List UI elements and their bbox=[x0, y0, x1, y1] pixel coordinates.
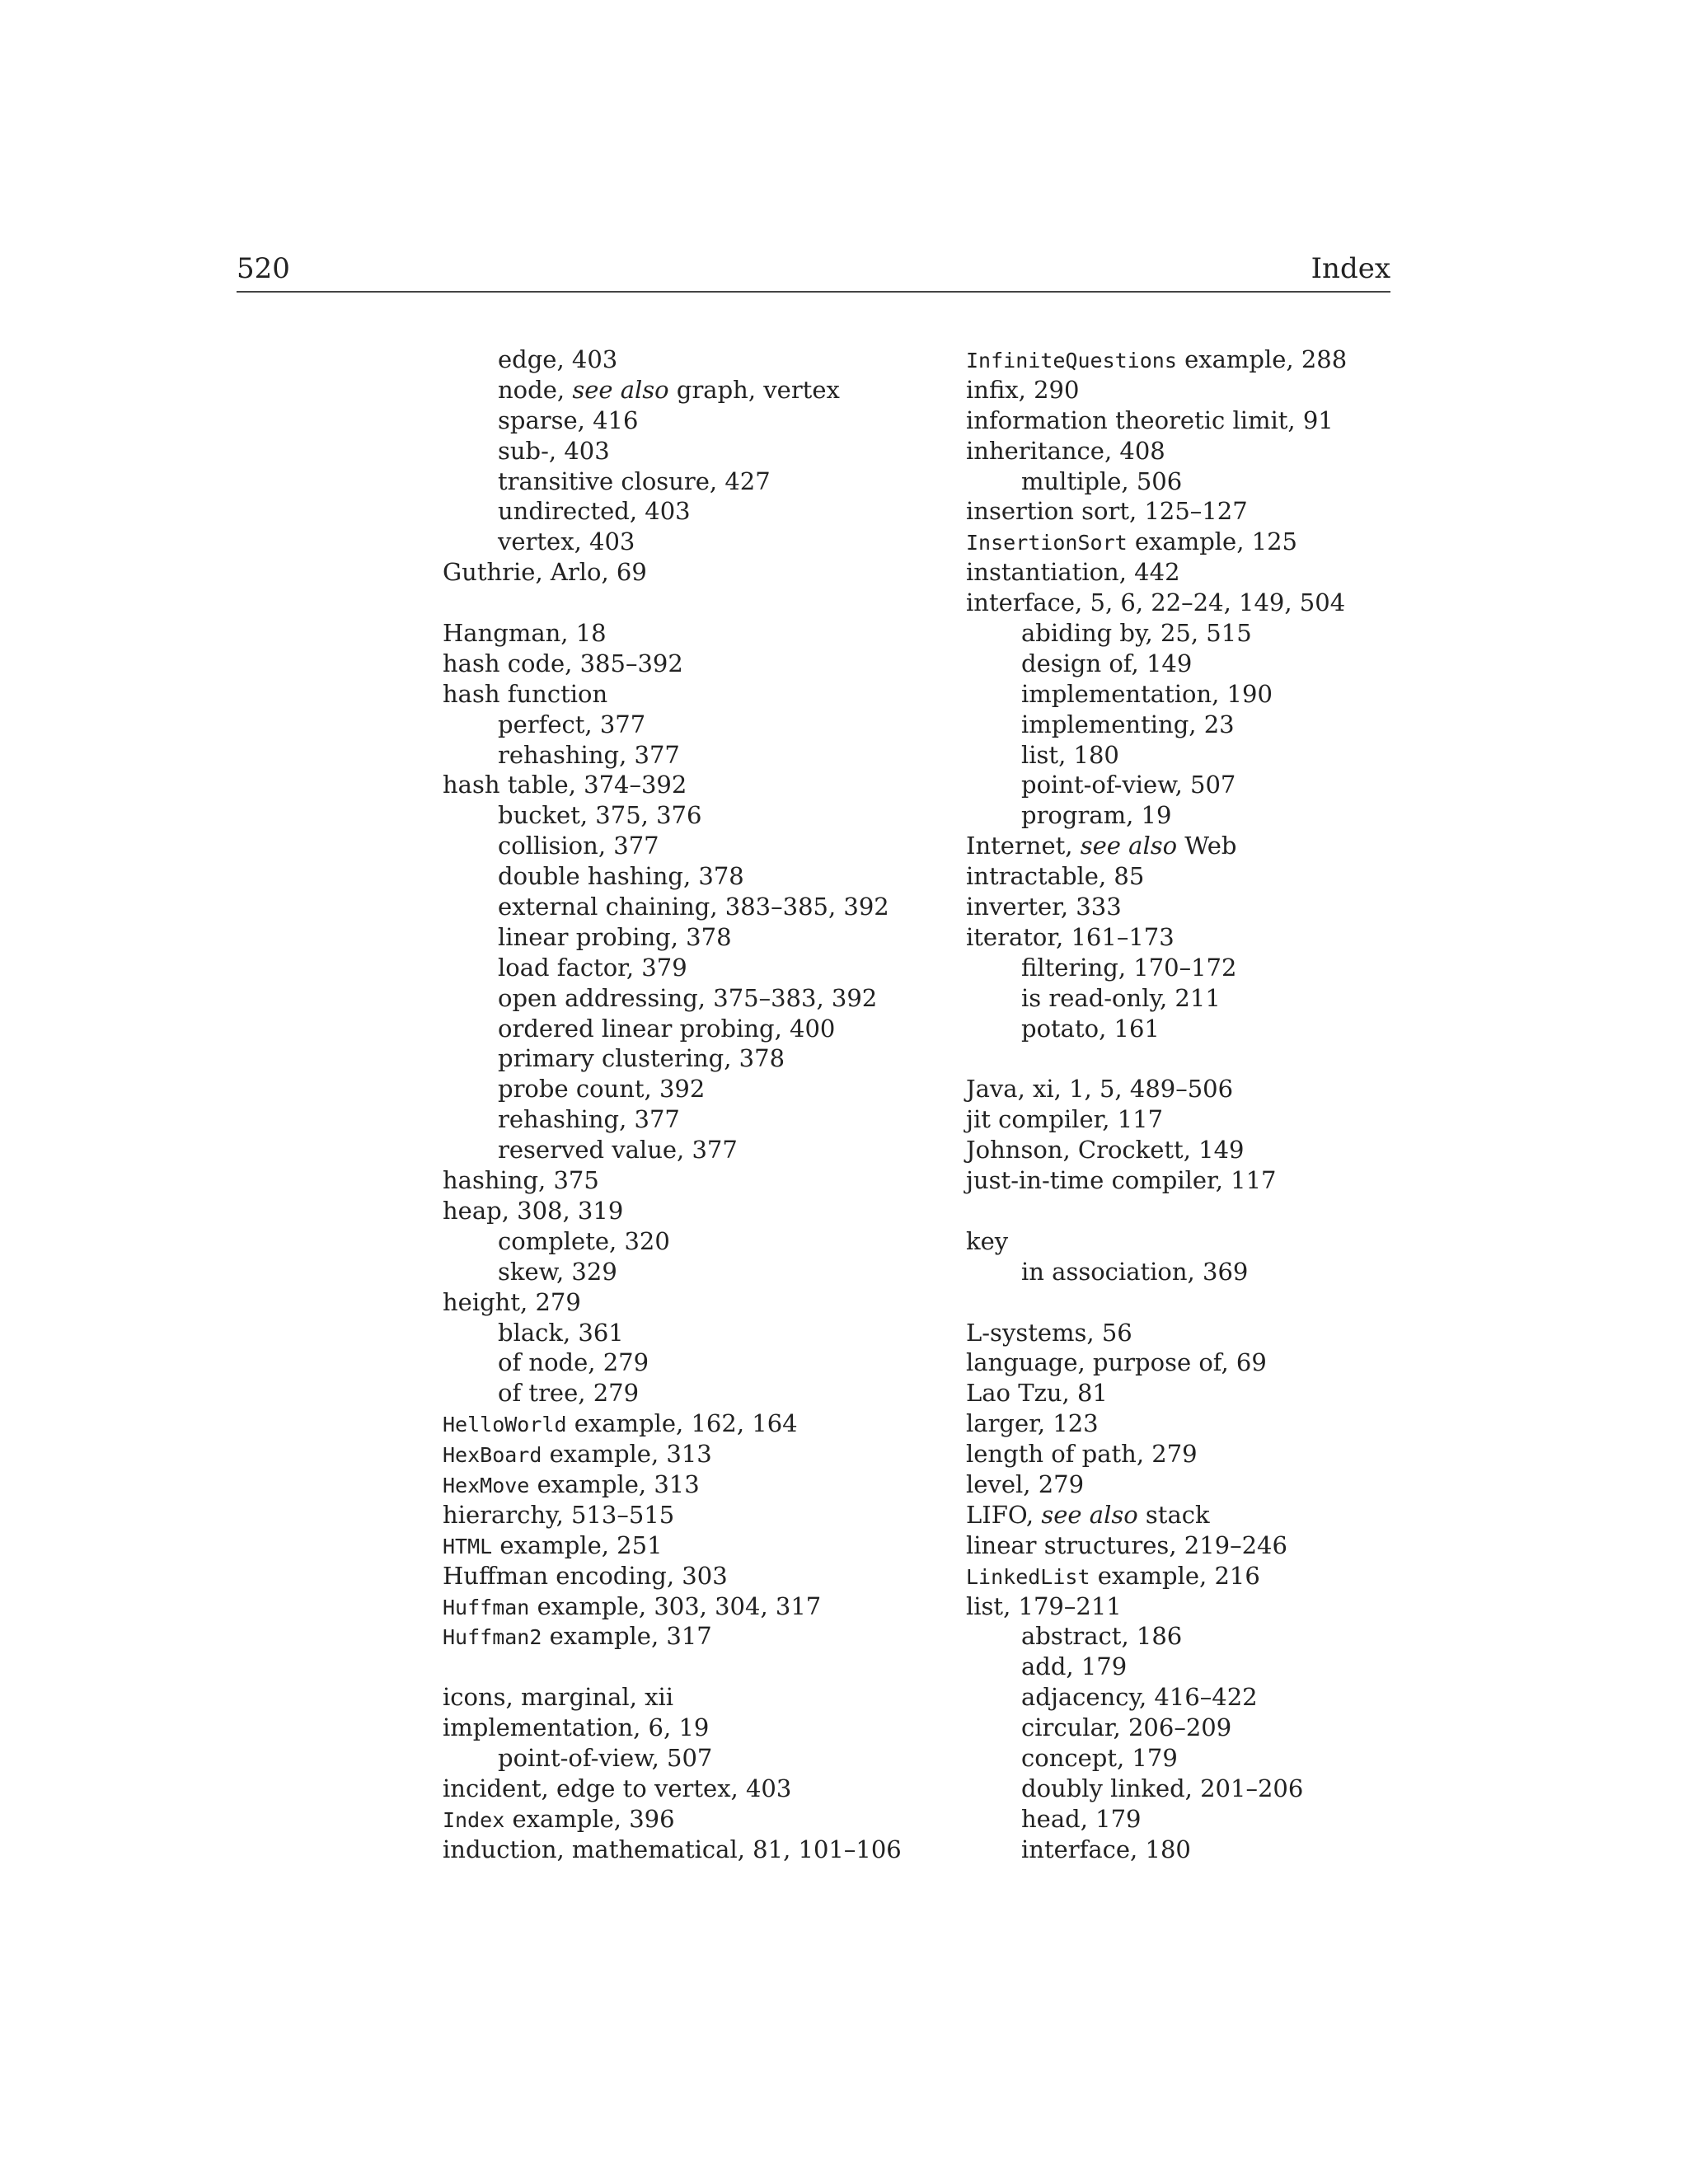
index-entry bbox=[443, 1408, 904, 1439]
index-entry bbox=[966, 1408, 1428, 1439]
index-entry bbox=[443, 1196, 904, 1226]
entry-text: heap, 308, 319 bbox=[443, 1196, 624, 1225]
code-term: HTML bbox=[443, 1534, 493, 1558]
entry-text: point-of-view, 507 bbox=[1021, 771, 1236, 799]
entry-text: multiple, 506 bbox=[1021, 466, 1183, 495]
code-term: InfiniteQuestions bbox=[966, 349, 1177, 373]
index-subentry bbox=[966, 679, 1428, 710]
index-subentry bbox=[443, 1043, 904, 1074]
entry-text: example, 216 bbox=[1090, 1561, 1260, 1590]
index-entry bbox=[966, 831, 1428, 861]
entry-text: Huffman encoding, 303 bbox=[443, 1561, 728, 1590]
entry-text: skew, 329 bbox=[498, 1257, 617, 1286]
entry-text: graph, vertex bbox=[668, 375, 840, 404]
entry-text: example, 303, 304, 317 bbox=[529, 1591, 822, 1620]
letter-group-gap bbox=[966, 1196, 1428, 1226]
entry-text: edge, 403 bbox=[498, 345, 618, 373]
entry-text: rehashing, 377 bbox=[498, 740, 680, 769]
index-entry bbox=[443, 1530, 904, 1561]
entry-text: inheritance, 408 bbox=[966, 436, 1165, 465]
index-entry bbox=[443, 1804, 904, 1835]
entry-text: stack bbox=[1137, 1500, 1210, 1529]
entry-text: filtering, 170–172 bbox=[1021, 953, 1237, 982]
index-entry bbox=[443, 1165, 904, 1196]
index-subentry bbox=[443, 496, 904, 527]
see-also-text: see also bbox=[572, 375, 669, 404]
entry-text: linear structures, 219–246 bbox=[966, 1530, 1287, 1559]
index-subentry bbox=[966, 1014, 1428, 1044]
header-rule bbox=[237, 291, 1390, 293]
index-entry bbox=[443, 557, 904, 588]
entry-text: example, 313 bbox=[542, 1440, 712, 1469]
index-entry bbox=[443, 1500, 904, 1530]
index-subentry bbox=[443, 1743, 904, 1774]
index-entry bbox=[443, 1561, 904, 1591]
index-entry bbox=[443, 649, 904, 679]
entry-text: jit compiler, 117 bbox=[966, 1105, 1164, 1134]
entry-text: implementation, 190 bbox=[1021, 679, 1273, 708]
code-term: Huffman bbox=[443, 1595, 530, 1619]
entry-text: information theoretic limit, 91 bbox=[966, 405, 1334, 434]
entry-text: head, 179 bbox=[1021, 1804, 1142, 1833]
index-subentry bbox=[443, 740, 904, 771]
entry-text: L-systems, 56 bbox=[966, 1318, 1132, 1347]
index-entry bbox=[966, 1074, 1428, 1104]
entry-text: height, 279 bbox=[443, 1287, 581, 1316]
index-subentry bbox=[443, 1014, 904, 1044]
entry-text: instantiation, 442 bbox=[966, 558, 1180, 587]
code-term: LinkedList bbox=[966, 1564, 1090, 1589]
entry-text: Java, xi, 1, 5, 489–506 bbox=[966, 1075, 1234, 1104]
entry-text: Johnson, Crockett, 149 bbox=[966, 1136, 1245, 1165]
entry-text: interface, 5, 6, 22–24, 149, 504 bbox=[966, 588, 1346, 617]
index-entry bbox=[443, 1713, 904, 1743]
entry-text: incident, edge to vertex, 403 bbox=[443, 1774, 792, 1802]
entry-text: implementation, 6, 19 bbox=[443, 1713, 710, 1742]
index-subentry bbox=[443, 375, 904, 405]
entry-text: example, 251 bbox=[492, 1530, 663, 1559]
index-subentry bbox=[966, 1774, 1428, 1804]
index-subentry bbox=[443, 405, 904, 436]
index-entry bbox=[443, 679, 904, 710]
entry-text: undirected, 403 bbox=[498, 497, 691, 526]
page-number: 520 bbox=[237, 252, 290, 285]
entry-text: icons, marginal, xii bbox=[443, 1683, 674, 1712]
entry-text: iterator, 161–173 bbox=[966, 922, 1175, 951]
entry-text: adjacency, 416–422 bbox=[1021, 1683, 1258, 1712]
index-subentry bbox=[443, 831, 904, 861]
entry-text: double hashing, 378 bbox=[498, 862, 744, 891]
index-entry bbox=[966, 436, 1428, 466]
index-entry bbox=[966, 1104, 1428, 1135]
entry-text: is read-only, 211 bbox=[1021, 983, 1221, 1012]
index-subentry bbox=[443, 1257, 904, 1287]
index-entry bbox=[443, 770, 904, 800]
index-entry bbox=[966, 1347, 1428, 1378]
index-entry bbox=[966, 1439, 1428, 1469]
entry-text: point-of-view, 507 bbox=[498, 1743, 713, 1772]
entry-text: example, 396 bbox=[504, 1804, 675, 1833]
code-term: HexMove bbox=[443, 1473, 530, 1497]
index-entry bbox=[966, 892, 1428, 922]
index-entry bbox=[443, 1591, 904, 1622]
entry-text: bucket, 375, 376 bbox=[498, 801, 702, 830]
entry-text: just-in-time compiler, 117 bbox=[966, 1166, 1277, 1195]
index-entry bbox=[443, 1621, 904, 1652]
entry-text: interface, 180 bbox=[1021, 1835, 1191, 1863]
index-subentry bbox=[966, 1621, 1428, 1652]
index-entry bbox=[966, 496, 1428, 527]
letter-group-gap bbox=[966, 1043, 1428, 1074]
entry-text: linear probing, 378 bbox=[498, 922, 732, 951]
letter-group-gap bbox=[443, 588, 904, 618]
letter-group-gap bbox=[966, 1287, 1428, 1318]
index-entry bbox=[443, 1469, 904, 1500]
index-subentry bbox=[966, 770, 1428, 800]
entry-text: larger, 123 bbox=[966, 1409, 1099, 1438]
index-subentry bbox=[966, 983, 1428, 1014]
entry-text: inverter, 333 bbox=[966, 893, 1122, 921]
entry-text: example, 125 bbox=[1127, 527, 1297, 556]
index-entry bbox=[966, 1226, 1428, 1257]
index-subentry bbox=[443, 1135, 904, 1165]
index-subentry bbox=[966, 1652, 1428, 1682]
index-subentry bbox=[966, 1743, 1428, 1774]
index-subentry bbox=[443, 344, 904, 375]
index-entry bbox=[966, 527, 1428, 557]
entry-text: induction, mathematical, 81, 101–106 bbox=[443, 1835, 902, 1863]
entry-text: example, 288 bbox=[1176, 345, 1348, 373]
index-subentry bbox=[966, 710, 1428, 740]
code-term: HelloWorld bbox=[443, 1413, 567, 1437]
entry-text: hash code, 385–392 bbox=[443, 649, 683, 677]
entry-text: hash function bbox=[443, 679, 608, 708]
running-head bbox=[237, 252, 1390, 292]
index-subentry bbox=[443, 1074, 904, 1104]
entry-text: doubly linked, 201–206 bbox=[1021, 1774, 1304, 1802]
index-subentry bbox=[966, 740, 1428, 771]
entry-text: hierarchy, 513–515 bbox=[443, 1500, 675, 1529]
index-subentry bbox=[443, 800, 904, 831]
entry-text: implementing, 23 bbox=[1021, 710, 1235, 738]
index-entry bbox=[966, 1378, 1428, 1408]
index-subentry bbox=[443, 922, 904, 953]
index-subentry bbox=[443, 527, 904, 557]
entry-text: perfect, 377 bbox=[498, 710, 646, 738]
see-also-text: see also bbox=[1080, 832, 1178, 860]
index-entry bbox=[966, 922, 1428, 953]
code-term: Huffman2 bbox=[443, 1625, 542, 1650]
index-subentry bbox=[966, 800, 1428, 831]
entry-text: circular, 206–209 bbox=[1021, 1713, 1232, 1742]
entry-text: sub-, 403 bbox=[498, 436, 610, 465]
index-entry bbox=[966, 405, 1428, 436]
index-subentry bbox=[966, 1713, 1428, 1743]
index-entry bbox=[966, 375, 1428, 405]
entry-text: level, 279 bbox=[966, 1469, 1085, 1498]
entry-text: Hangman, 18 bbox=[443, 619, 607, 648]
index-subentry bbox=[966, 1682, 1428, 1713]
entry-text: transitive closure, 427 bbox=[498, 466, 771, 495]
entry-text: in association, 369 bbox=[1021, 1257, 1249, 1286]
entry-text: Internet, bbox=[966, 832, 1081, 860]
letter-group-gap bbox=[443, 1652, 904, 1682]
index-entry bbox=[966, 1165, 1428, 1196]
code-term: InsertionSort bbox=[966, 531, 1128, 555]
entry-text: open addressing, 375–383, 392 bbox=[498, 983, 878, 1012]
index-subentry bbox=[443, 1378, 904, 1408]
entry-text: intractable, 85 bbox=[966, 862, 1145, 891]
entry-text: list, 179–211 bbox=[966, 1591, 1122, 1620]
index-entry bbox=[443, 1682, 904, 1713]
index-subentry bbox=[443, 710, 904, 740]
entry-text: example, 313 bbox=[529, 1469, 700, 1498]
index-subentry bbox=[966, 649, 1428, 679]
index-subentry bbox=[443, 953, 904, 983]
entry-text: potato, 161 bbox=[1021, 1014, 1160, 1043]
entry-text: probe count, 392 bbox=[498, 1075, 706, 1104]
entry-text: abiding by, 25, 515 bbox=[1021, 619, 1252, 648]
see-also-text: see also bbox=[1041, 1500, 1138, 1529]
entry-text: hash table, 374–392 bbox=[443, 771, 687, 799]
index-entry bbox=[443, 618, 904, 649]
code-term: Index bbox=[443, 1807, 505, 1832]
index-entry bbox=[966, 1469, 1428, 1500]
index-subentry bbox=[966, 1257, 1428, 1287]
entry-text: add, 179 bbox=[1021, 1652, 1128, 1681]
entry-text: Guthrie, Arlo, 69 bbox=[443, 558, 647, 587]
index-entry bbox=[966, 1500, 1428, 1530]
entry-text: black, 361 bbox=[498, 1318, 624, 1347]
index-subentry bbox=[966, 466, 1428, 497]
entry-text: example, 317 bbox=[542, 1622, 712, 1651]
entry-text: insertion sort, 125–127 bbox=[966, 497, 1248, 526]
entry-text: of node, 279 bbox=[498, 1348, 649, 1377]
entry-text: hashing, 375 bbox=[443, 1166, 599, 1195]
index-subentry bbox=[443, 892, 904, 922]
entry-text: of tree, 279 bbox=[498, 1379, 640, 1408]
index-entry bbox=[966, 861, 1428, 892]
entry-text: Lao Tzu, 81 bbox=[966, 1379, 1108, 1408]
entry-text: rehashing, 377 bbox=[498, 1105, 680, 1134]
entry-text: concept, 179 bbox=[1021, 1743, 1178, 1772]
entry-text: Web bbox=[1177, 832, 1237, 860]
entry-text: complete, 320 bbox=[498, 1226, 670, 1255]
index-entry bbox=[443, 1835, 904, 1865]
entry-text: language, purpose of, 69 bbox=[966, 1348, 1267, 1377]
index-subentry bbox=[966, 1835, 1428, 1865]
index-entry bbox=[966, 344, 1428, 375]
entry-text: vertex, 403 bbox=[498, 527, 635, 556]
index-subentry bbox=[443, 861, 904, 892]
entry-text: sparse, 416 bbox=[498, 405, 639, 434]
index-column-right bbox=[966, 344, 1428, 1865]
entry-text: node, bbox=[498, 375, 573, 404]
entry-text: abstract, 186 bbox=[1021, 1622, 1183, 1651]
index-subentry bbox=[966, 953, 1428, 983]
running-title: Index bbox=[1311, 252, 1390, 285]
index-subentry bbox=[443, 1318, 904, 1348]
index-entry bbox=[966, 588, 1428, 618]
entry-text: infix, 290 bbox=[966, 375, 1080, 404]
index-entry bbox=[966, 557, 1428, 588]
entry-text: LIFO, bbox=[966, 1500, 1042, 1529]
index-entry bbox=[443, 1287, 904, 1318]
entry-text: example, 162, 164 bbox=[566, 1409, 798, 1438]
entry-text: collision, 377 bbox=[498, 832, 659, 860]
entry-text: reserved value, 377 bbox=[498, 1136, 738, 1165]
index-entry bbox=[443, 1774, 904, 1804]
entry-text: length of path, 279 bbox=[966, 1440, 1198, 1469]
index-subentry bbox=[443, 1104, 904, 1135]
entry-text: load factor, 379 bbox=[498, 953, 687, 982]
entry-text: primary clustering, 378 bbox=[498, 1044, 785, 1073]
index-entry bbox=[966, 1318, 1428, 1348]
index-subentry bbox=[443, 466, 904, 497]
entry-text: design of, 149 bbox=[1021, 649, 1193, 677]
index-subentry bbox=[966, 618, 1428, 649]
index-column-left bbox=[443, 344, 904, 1865]
index-subentry bbox=[443, 436, 904, 466]
index-entry bbox=[966, 1591, 1428, 1622]
index-entry bbox=[966, 1135, 1428, 1165]
entry-text: key bbox=[966, 1226, 1009, 1255]
index-entry bbox=[966, 1530, 1428, 1561]
code-term: HexBoard bbox=[443, 1443, 542, 1468]
index-entry bbox=[966, 1561, 1428, 1591]
entry-text: external chaining, 383–385, 392 bbox=[498, 893, 889, 921]
index-subentry bbox=[443, 1226, 904, 1257]
index-subentry bbox=[443, 1347, 904, 1378]
entry-text: list, 180 bbox=[1021, 740, 1119, 769]
index-entry bbox=[443, 1439, 904, 1469]
index-subentry bbox=[443, 983, 904, 1014]
index-subentry bbox=[966, 1804, 1428, 1835]
entry-text: ordered linear probing, 400 bbox=[498, 1014, 836, 1043]
entry-text: program, 19 bbox=[1021, 801, 1172, 830]
